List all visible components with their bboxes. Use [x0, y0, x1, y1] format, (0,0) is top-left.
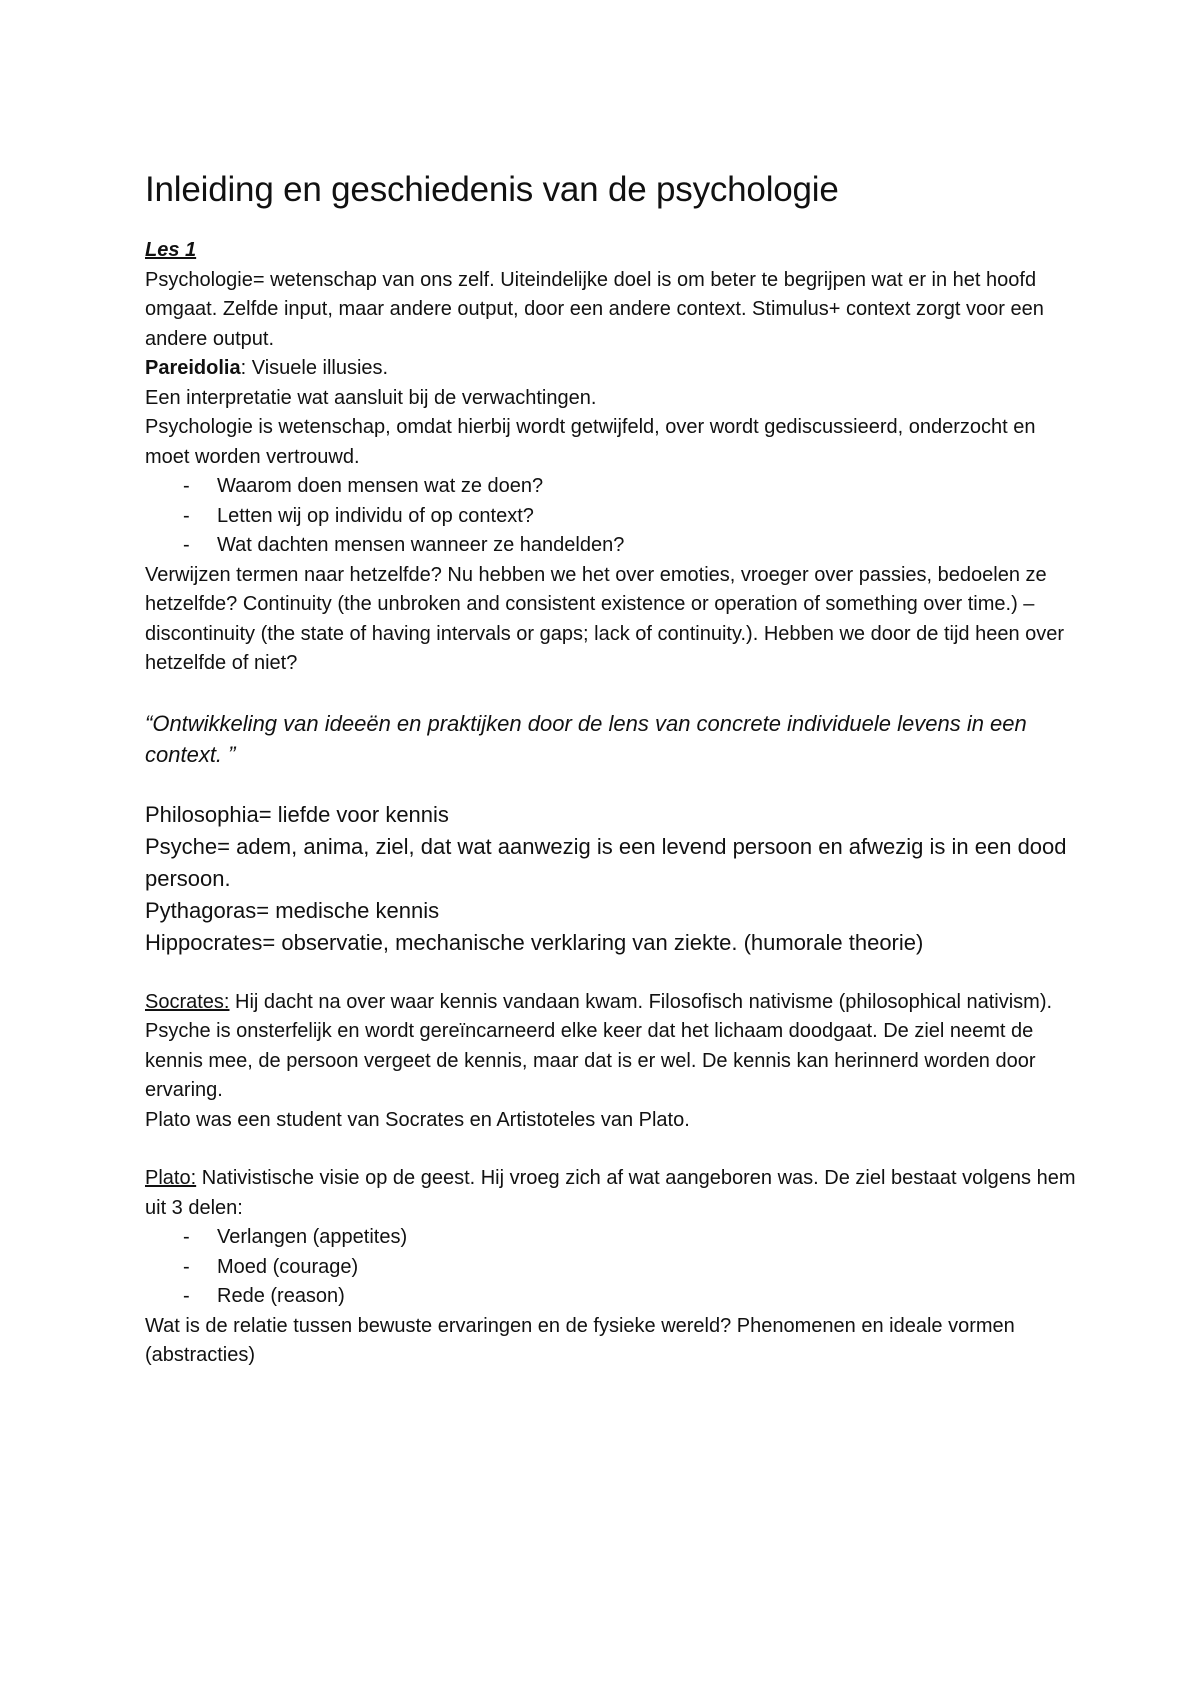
- pareidolia-term: Pareidolia: [145, 357, 241, 379]
- list-item: - Verlangen (appetites): [217, 1223, 1085, 1253]
- questions-list: [145, 472, 1085, 561]
- socrates-text: Hij dacht na over waar kennis vandaan kwam. Filosofisch nativisme (philosophical nativism). Psyche is onsterfelijk en wordt gereïncarneerd elke keer dat het lichaam doodgaat. De ziel neemt de kennis mee, de persoon vergeet de kennis, maar dat is er wel. De kennis kan herinnerd worden door ervaring.: [145, 990, 1053, 1101]
- wetenschap-paragraph: Psychologie is wetenschap, omdat hierbij wordt getwijfeld, over wordt gediscussieerd, onderzocht en moet worden vertrouwd.: [145, 416, 1036, 468]
- plato-text: Nativistische visie op de geest. Hij vroeg zich af wat aangeboren was. De ziel bestaat volgens hem uit 3 delen:: [145, 1167, 1076, 1219]
- list-item: - Rede (reason): [217, 1282, 1085, 1312]
- intro-paragraph: Psychologie= wetenschap van ons zelf. Uiteindelijke doel is om beter te begrijpen wat er in het hoofd omgaat. Zelfde input, maar andere output, door een andere context. Stimulus+ context zorgt voor een andere output.: [145, 268, 1044, 350]
- document-page: [145, 170, 1085, 1371]
- quote: “Ontwikkeling van ideeën en praktijken door de lens van concrete individuele levens in een context. ”: [145, 710, 1027, 767]
- definition-philosophia: Philosophia= liefde voor kennis: [145, 801, 449, 827]
- interpretatie-paragraph: Een interpretatie wat aansluit bij de verwachtingen.: [145, 386, 597, 409]
- socrates-paragraph: [145, 988, 1085, 1106]
- document-title: Inleiding en geschiedenis van de psychologie: [145, 170, 839, 209]
- pareidolia-paragraph: [145, 354, 1085, 384]
- list-item: - Moed (courage): [217, 1253, 1085, 1283]
- relatie-paragraph: Wat is de relatie tussen bewuste ervaringen en de fysieke wereld? Phenomenen en ideale vormen (abstracties): [145, 1314, 1015, 1366]
- pareidolia-text: : Visuele illusies.: [240, 357, 389, 379]
- definition-pythagoras: Pythagoras= medische kennis: [145, 897, 440, 923]
- continuity-paragraph: Verwijzen termen naar hetzelfde? Nu hebben we het over emoties, vroeger over passies, bedoelen ze hetzelfde? Continuity (the unbroken and consistent existence or operation of something over time.) – discontinuity (the state of having intervals or gaps; lack of continuity.). Hebben we door de tijd heen over hetzelfde of niet?: [145, 563, 1065, 674]
- definition-hippocrates: Hippocrates= observatie, mechanische verklaring van ziekte. (humorale theorie): [145, 929, 924, 955]
- plato-label: Plato:: [145, 1167, 197, 1189]
- plato-paragraph: [145, 1164, 1085, 1223]
- plato-student-paragraph: Plato was een student van Socrates en Artistoteles van Plato.: [145, 1108, 690, 1131]
- list-item: - Letten wij op individu of op context?: [217, 502, 1085, 532]
- les-heading: [145, 236, 1085, 266]
- socrates-label: Socrates:: [145, 990, 230, 1013]
- list-item: - Waarom doen mensen wat ze doen?: [217, 472, 1085, 502]
- les-heading-text: Les 1: [145, 239, 197, 261]
- definition-psyche: Psyche= adem, anima, ziel, dat wat aanwezig is een levend persoon en afwezig is in een dood persoon.: [145, 833, 1067, 891]
- ziel-delen-list: [145, 1223, 1085, 1312]
- list-item: - Wat dachten mensen wanneer ze handelden?: [217, 531, 1085, 561]
